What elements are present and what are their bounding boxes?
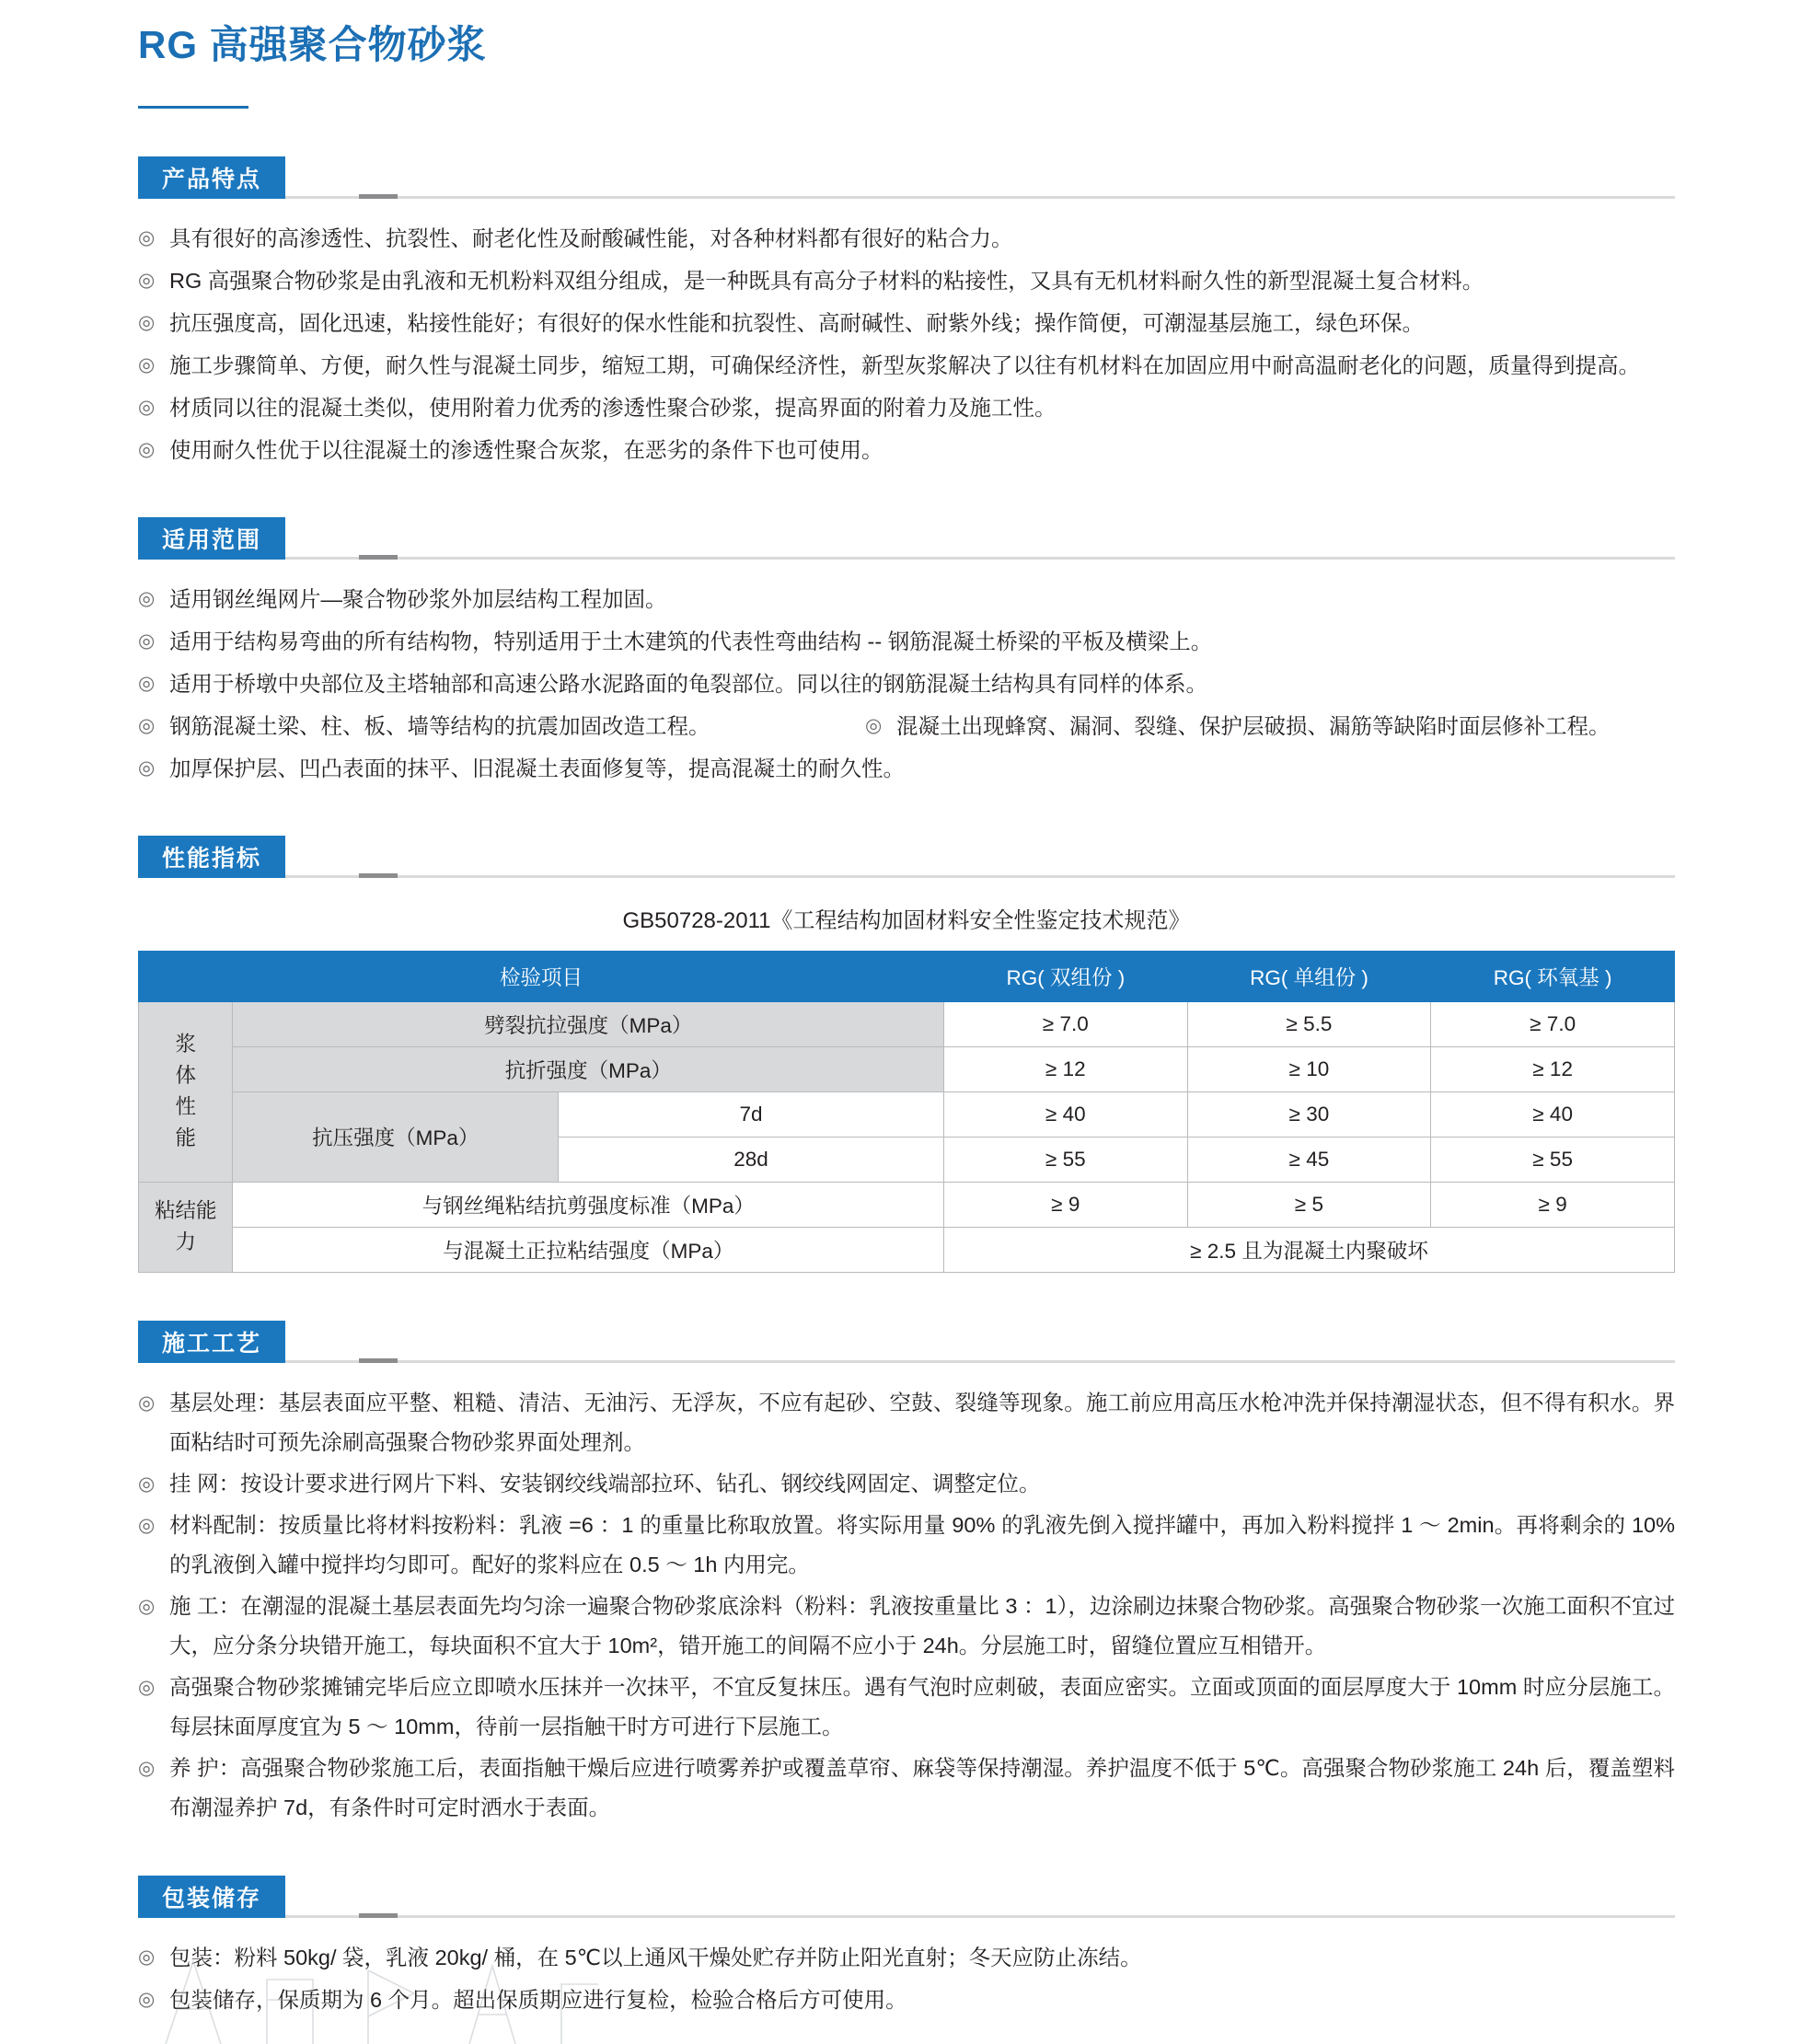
cell-value: ≥ 40 [1431,1091,1675,1137]
group-label-bond: 粘结能 力 [139,1182,233,1272]
table-row [139,1227,1675,1272]
list-item: ◎ 施 工：在潮湿的混凝土基层表面先均匀涂一遍聚合物砂浆底涂料（粉料：乳液按重量比 3 ：1），边涂刷边抹聚合物砂浆。高强聚合物砂浆一次施工面积不宜过大，应分条分块错开施工，每块面积不宜大于 10m²，错开施工的间隔不应小于 24h。分层施工时，留缝位置应互相错开。 [138,1587,1675,1666]
table-row [139,1046,1675,1091]
section-rule-accent [359,873,398,878]
section-title-bar [138,156,285,199]
column-header-item: 检验项目 [139,951,944,1001]
cell-value: ≥ 55 [944,1137,1188,1182]
table-row [139,1091,1675,1137]
section-header-scope [138,517,1675,560]
list-item: ◎ 养 护：高强聚合物砂浆施工后，表面指触干燥后应进行喷雾养护或覆盖草帘、麻袋等保持潮湿。养护温度不低于 5℃。高强聚合物砂浆施工 24h 后，覆盖塑料布潮湿养护 7d，有条件时可定时洒水于表面。 [138,1749,1675,1828]
row-item-label: 与钢丝绳粘结抗剪强度标准（MPa） [233,1182,944,1227]
list-item: ◎ RG 高强聚合物砂浆是由乳液和无机粉料双组分组成，是一种既具有高分子材料的粘接性，又具有无机材料耐久性的新型混凝土复合材料。 [138,261,1675,300]
section-title-performance: 性能指标 [162,845,262,872]
row-item-label: 劈裂抗拉强度（MPa） [233,1001,944,1046]
list-item: ◎ 使用耐久性优于以往混凝土的渗透性聚合灰浆，在恶劣的条件下也可使用。 [138,431,1675,469]
list-item: ◎ 材料配制：按质量比将材料按粉料：乳液 =6 ：1 的重量比称取放置。将实际用量 90% 的乳液先倒入搅拌罐中，再加入粉料搅拌 1 ～ 2min。再将剩余的 10% 的乳液倒入罐中搅拌均匀即可。配好的浆料应在 0.5 ～ 1h 内用完。 [138,1506,1675,1585]
list-item: ◎ 加厚保护层、凹凸表面的抹平、旧混凝土表面修复等，提高混凝土的耐久性。 [138,749,1675,788]
cell-value: ≥ 5 [1187,1182,1431,1227]
column-header-epoxy: RG( 环氧基 ) [1431,951,1675,1001]
row-item-label: 与混凝土正拉粘结强度（MPa） [233,1227,944,1272]
scope-pair-left: 钢筋混凝土梁、柱、板、墙等结构的抗震加固改造工程。 [169,713,710,738]
table-row [139,1001,1675,1046]
table-header-row [139,951,1675,1001]
scope-list-tail [138,749,1675,788]
section-rule-accent [359,1913,398,1918]
list-item: ◎ 适用于结构易弯曲的所有结构物，特别适用于土木建筑的代表性弯曲结构 -- 钢筋混凝土桥梁的平板及横梁上。 [138,622,1675,661]
cell-value-merged: ≥ 2.5 且为混凝土内聚破坏 [944,1227,1675,1272]
scope-pair-right: ◎ 混凝土出现蜂窝、漏洞、裂缝、保护层破损、漏筋等缺陷时面层修补工程。 [865,707,1611,745]
row-item-label: 抗压强度（MPa） [233,1091,559,1182]
cell-value: ≥ 9 [1431,1182,1675,1227]
list-item: ◎ 具有很好的高渗透性、抗裂性、耐老化性及耐酸碱性能，对各种材料都有很好的粘合力。 [138,219,1675,258]
construction-list [138,1383,1675,1828]
cell-value: ≥ 5.5 [1187,1001,1431,1046]
cell-value: ≥ 10 [1187,1046,1431,1091]
cell-value: ≥ 12 [1431,1046,1675,1091]
section-title-bar [138,836,285,878]
cell-value: ≥ 45 [1187,1137,1431,1182]
title-underline [138,106,248,109]
section-header-construction [138,1321,1675,1363]
features-list [138,219,1675,469]
section-title-bar [138,1321,285,1363]
list-item: ◎ 高强聚合物砂浆摊铺完毕后应立即喷水压抹并一次抹平，不宜反复抹压。遇有气泡时应刺破，表面应密实。立面或顶面的面层厚度大于 10mm 时应分层施工。每层抹面厚度宜为 5 ～ 10mm，待前一层指触干时方可进行下层施工。 [138,1668,1675,1747]
list-item: ◎ 适用于桥墩中央部位及主塔轴部和高速公路水泥路面的龟裂部位。同以往的钢筋混凝土结构具有同样的体系。 [138,664,1675,703]
standard-caption: GB50728-2011《工程结构加固材料安全性鉴定技术规范》 [622,907,1191,933]
scope-list [138,580,1675,703]
cell-value: ≥ 55 [1431,1137,1675,1182]
section-title-features: 产品特点 [162,166,262,192]
cell-value: ≥ 30 [1187,1091,1431,1137]
cell-value: ≥ 7.0 [1431,1001,1675,1046]
section-title-packaging: 包装储存 [162,1885,262,1911]
section-rule-accent [359,194,398,199]
column-header-single: RG( 单组份 ) [1187,951,1431,1001]
list-item: ◎ 适用钢丝绳网片—聚合物砂浆外加层结构工程加固。 [138,580,1675,618]
section-title-bar [138,517,285,560]
list-item: ◎ 包装储存，保质期为 6 个月。超出保质期应进行复检，检验合格后方可使用。 [138,1980,1675,2019]
row-sub-label: 7d [559,1091,944,1137]
section-header-features [138,156,1675,199]
cell-value: ≥ 12 [944,1046,1188,1091]
column-header-double: RG( 双组份 ) [944,951,1188,1001]
cell-value: ≥ 40 [944,1091,1188,1137]
list-item: ◎ 施工步骤简单、方便，耐久性与混凝土同步，缩短工期，可确保经济性，新型灰浆解决了以往有机材料在加固应用中耐高温耐老化的问题，质量得到提高。 [138,346,1675,385]
list-item: ◎ 包装：粉料 50kg/ 袋，乳液 20kg/ 桶，在 5℃以上通风干燥处贮存并防止阳光直射；冬天应防止冻结。 [138,1938,1675,1977]
list-item: ◎ 基层处理：基层表面应平整、粗糙、清洁、无油污、无浮灰，不应有起砂、空鼓、裂缝等现象。施工前应用高压水枪冲洗并保持潮湿状态，但不得有积水。界面粘结时可预先涂刷高强聚合物砂浆界面处理剂。 [138,1383,1675,1462]
performance-table [138,951,1675,1273]
section-header-packaging [138,1876,1675,1918]
cell-value: ≥ 7.0 [944,1001,1188,1046]
packaging-list [138,1938,1675,2019]
section-rule-accent [359,555,398,560]
page-title: RG 高强聚合物砂浆 [138,23,487,66]
section-title-bar [138,1876,285,1918]
section-title-scope: 适用范围 [162,526,262,553]
scope-pair-row [138,707,1675,745]
list-item: ◎ 挂 网：按设计要求进行网片下料、安装钢绞线端部拉环、钻孔、钢绞线网固定、调整定位。 [138,1464,1675,1504]
list-item: ◎ 材质同以往的混凝土类似，使用附着力优秀的渗透性聚合砂浆，提高界面的附着力及施工性。 [138,388,1675,427]
section-rule-accent [359,1358,398,1363]
list-item: ◎ 抗压强度高，固化迅速，粘接性能好；有很好的保水性能和抗裂性、高耐碱性、耐紫外线；操作简便，可潮湿基层施工，绿色环保。 [138,304,1675,342]
row-sub-label: 28d [559,1137,944,1182]
cell-value: ≥ 9 [944,1182,1188,1227]
section-header-performance [138,836,1675,878]
group-label-slurry: 浆 体 性 能 [139,1001,233,1182]
table-row [139,1182,1675,1227]
section-title-construction: 施工工艺 [162,1330,262,1357]
row-item-label: 抗折强度（MPa） [233,1046,944,1091]
